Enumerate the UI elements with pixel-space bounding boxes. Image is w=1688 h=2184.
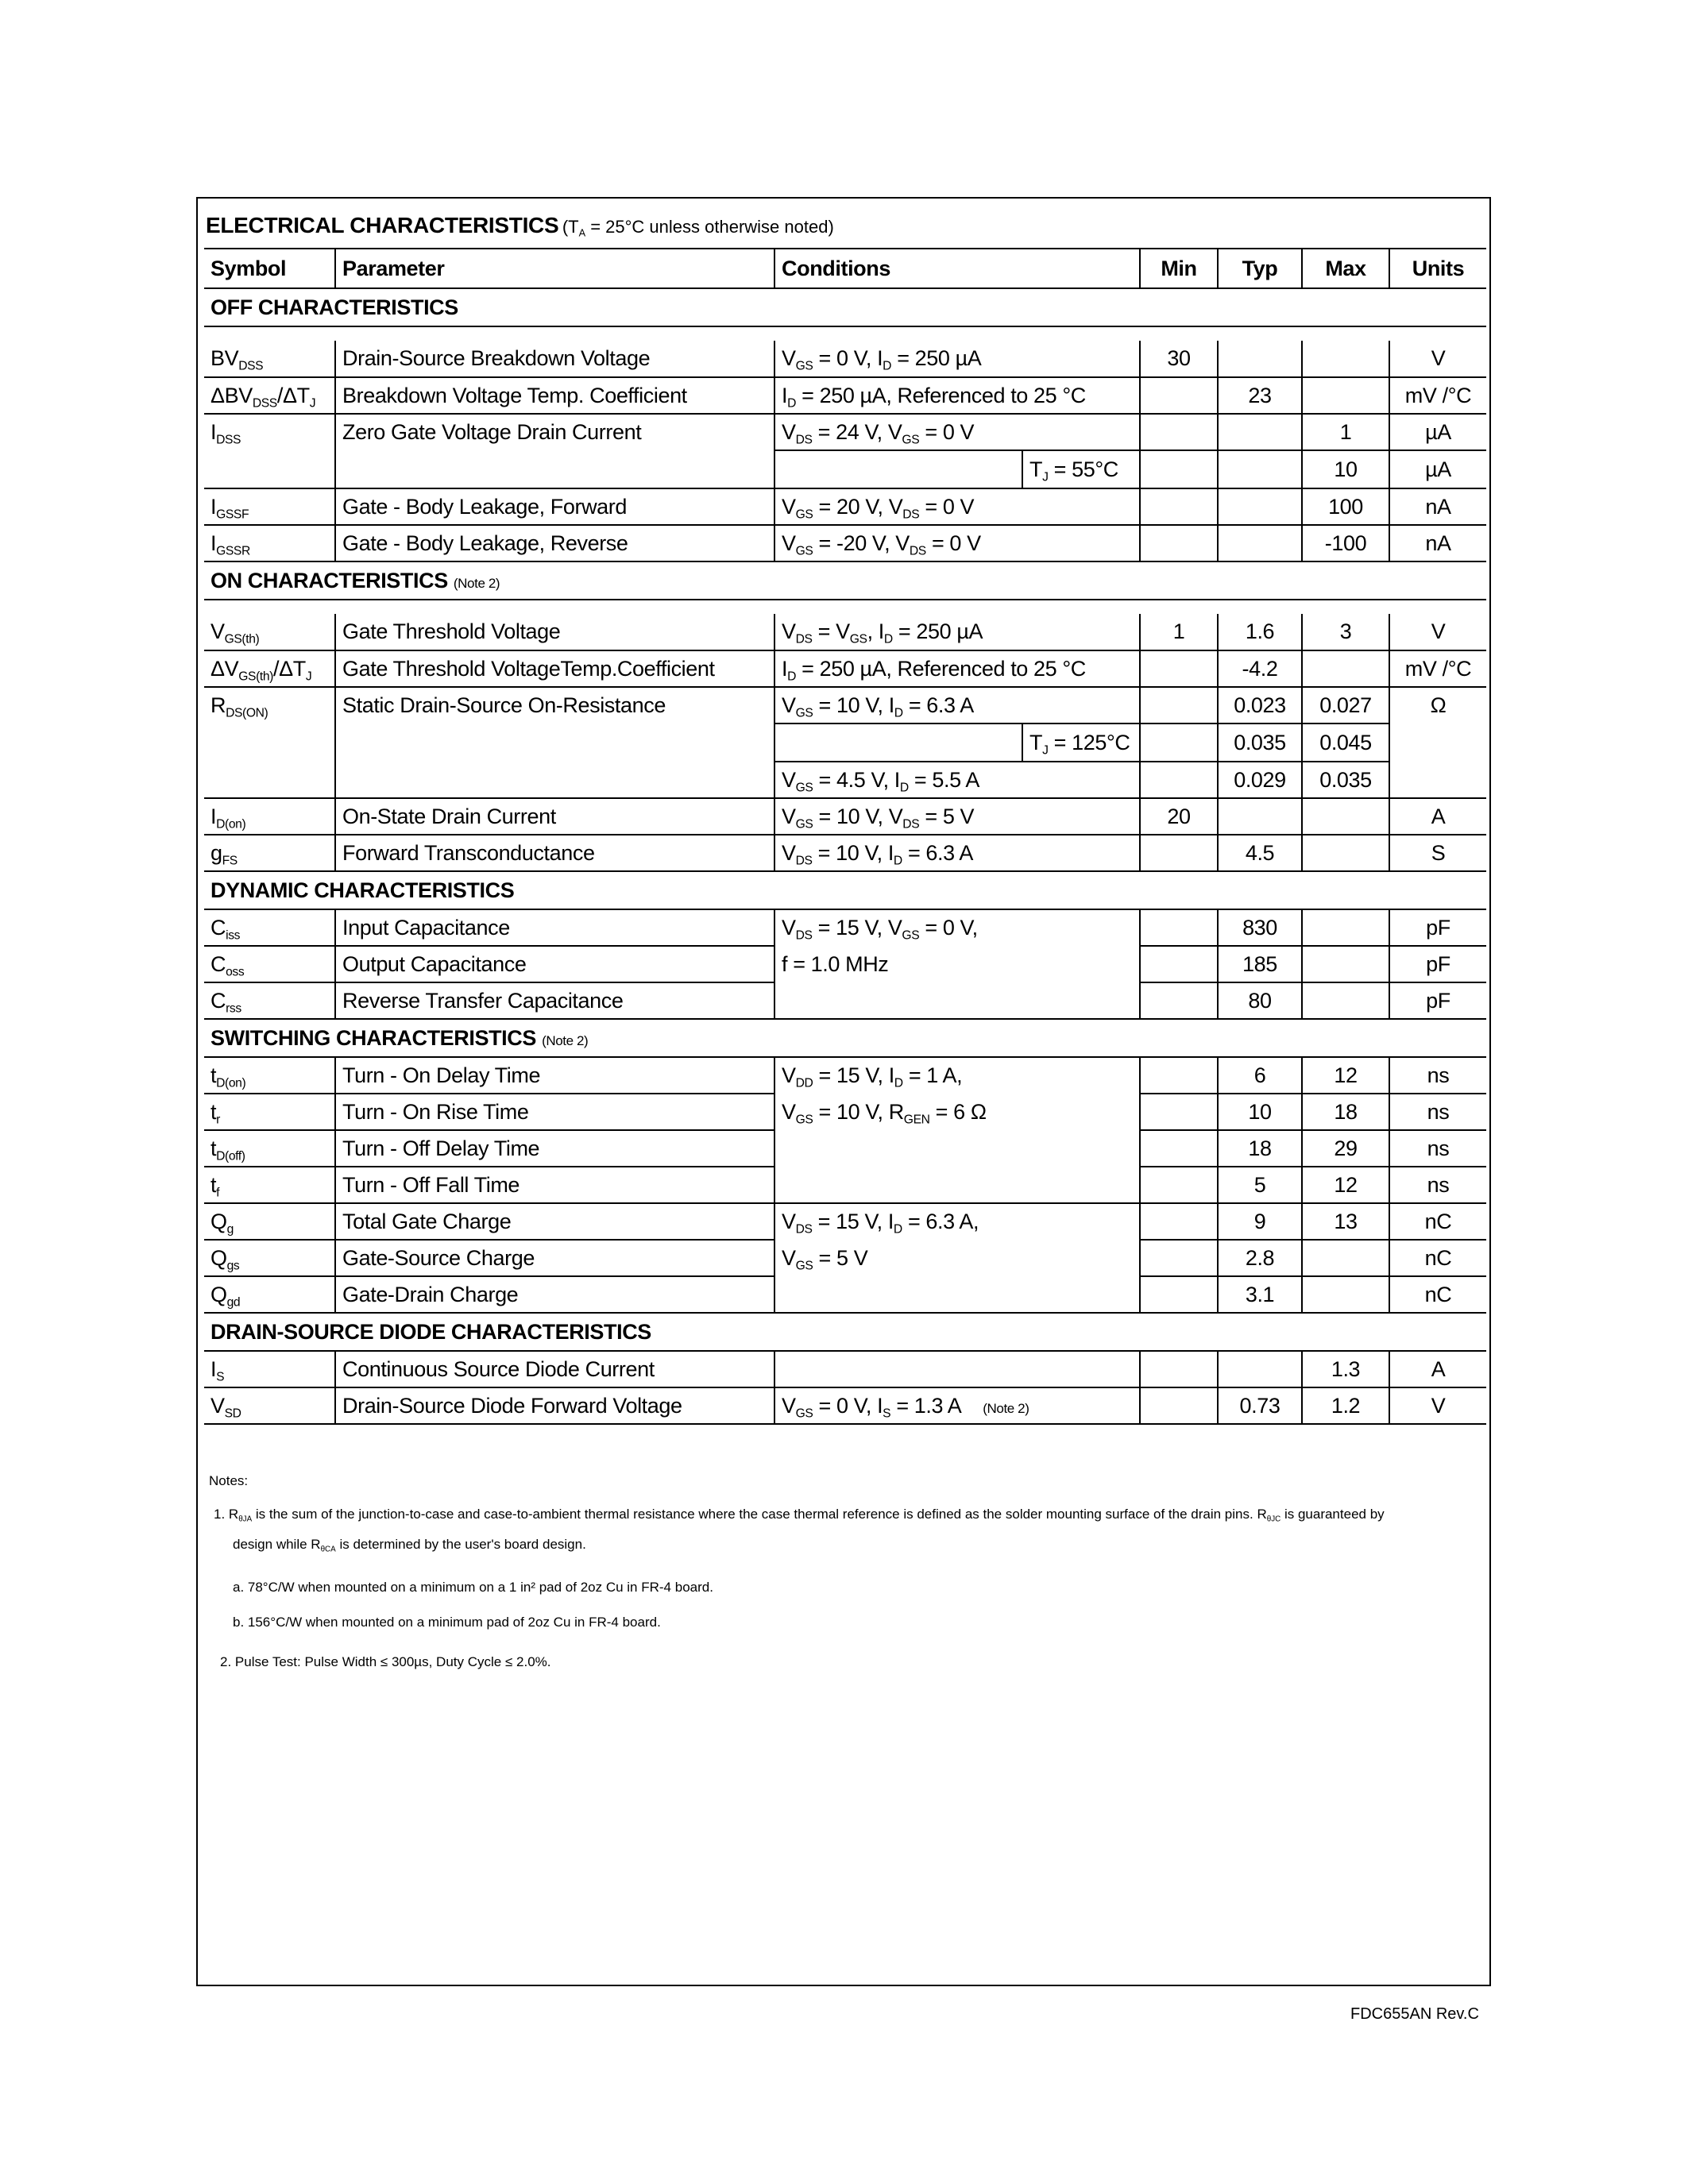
parameter: Gate Threshold VoltageTemp.Coefficient [335, 650, 774, 687]
units: Ω [1389, 687, 1486, 723]
conditions [774, 1130, 1140, 1167]
parameter: On-State Drain Current [335, 798, 774, 835]
table-row [204, 650, 1486, 687]
condition-temp: $T_J = 55^\circ C$ [1022, 451, 1118, 488]
conditions: $V_{DD} = 15$ V, $I_D = 1$ A, [774, 1057, 1140, 1094]
typ: 1.6 [1218, 614, 1302, 650]
typ [1218, 1351, 1302, 1387]
max [1302, 377, 1389, 414]
min: 30 [1140, 341, 1218, 377]
symbol: $R_{DS(ON)}$ [211, 693, 268, 720]
typ [1218, 525, 1302, 561]
typ: 80 [1218, 982, 1302, 1019]
table-row [204, 341, 1486, 377]
parameter: Breakdown Voltage Temp. Coefficient [335, 377, 774, 414]
units: ns [1389, 1167, 1486, 1203]
conditions: $V_{GS} = 20$ V, $V_{DS} = 0$ V [774, 488, 1140, 525]
max: 0.035 [1302, 762, 1389, 798]
typ: 2.8 [1218, 1240, 1302, 1276]
parameter [335, 762, 774, 798]
units: S [1389, 835, 1486, 871]
min [1140, 946, 1218, 982]
heading-condition: ($T_A = 25^\circ C$ unless otherwise noted) [562, 217, 834, 239]
min [1140, 687, 1218, 723]
note-1a: a. 78°C/W when mounted on a minimum on a 1 in² pad of 2oz Cu in FR-4 board. [233, 1580, 713, 1595]
max: 18 [1302, 1094, 1389, 1130]
max: 0.045 [1302, 723, 1389, 762]
table-row [204, 1240, 1486, 1276]
table-title [206, 203, 834, 248]
typ [1218, 488, 1302, 525]
col-conditions: Conditions [774, 249, 1140, 288]
col-symbol: Symbol [204, 249, 335, 288]
table-row [204, 1276, 1486, 1313]
typ: -4.2 [1218, 650, 1302, 687]
table-row [204, 377, 1486, 414]
max: 12 [1302, 1057, 1389, 1094]
parameter: Drain-Source Diode Forward Voltage [335, 1387, 774, 1424]
typ [1218, 414, 1302, 450]
conditions: $V_{DS} = V_{GS}$, $I_D = 250$ µA [774, 614, 1140, 650]
symbol: $V_{GS(th)}$ [204, 614, 335, 650]
section-row [204, 871, 1486, 909]
symbol: $Q_{gs}$ [204, 1240, 335, 1276]
max: 13 [1302, 1203, 1389, 1240]
table-row [204, 723, 1486, 762]
conditions [774, 982, 1140, 1019]
min [1140, 762, 1218, 798]
units: mV /°C [1389, 377, 1486, 414]
symbol: $Q_{gd}$ [204, 1276, 335, 1313]
note-1-line-1: 1. $R_{\theta JA}$ is the sum of the junction-to-case and case-to-ambient thermal resistance where the case thermal reference is defined as the solder mounting surface of the drain pins. $R_{\theta JC}$ is guaranteed by [214, 1507, 1385, 1524]
symbol: $I_{GSSR}$ [204, 525, 335, 561]
typ: 3.1 [1218, 1276, 1302, 1313]
table-row [204, 1130, 1486, 1167]
typ: 185 [1218, 946, 1302, 982]
max: 1 [1302, 414, 1389, 450]
units [1389, 723, 1486, 762]
conditions: $V_{GS} = 10$ V, $R_{GEN} = 6$ Ω [774, 1094, 1140, 1130]
units: nA [1389, 488, 1486, 525]
symbol: $C_{rss}$ [204, 982, 335, 1019]
col-min: Min [1140, 249, 1218, 288]
conditions: $V_{GS} = 0$ V, $I_S = 1.3$ A (Note 2) [774, 1387, 1140, 1424]
parameter: Continuous Source Diode Current [335, 1351, 774, 1387]
table-row [204, 525, 1486, 561]
min [1140, 650, 1218, 687]
min [1140, 723, 1218, 762]
min [1140, 982, 1218, 1019]
parameter: Zero Gate Voltage Drain Current [335, 414, 774, 450]
table-row [204, 614, 1486, 650]
typ: 830 [1218, 909, 1302, 946]
note-1-line-2: design while $R_{\theta CA}$ is determined by the user's board design. [233, 1537, 586, 1554]
symbol: $V_{SD}$ [204, 1387, 335, 1424]
conditions: $V_{GS} = 10$ V, $I_D = 6.3$ A [774, 687, 1140, 723]
section-title: DYNAMIC CHARACTERISTICS [204, 871, 1486, 909]
conditions: $V_{GS} = 4.5$ V, $I_D = 5.5$ A [774, 762, 1140, 798]
min [1140, 1276, 1218, 1313]
typ: 4.5 [1218, 835, 1302, 871]
table-row [204, 798, 1486, 835]
max [1302, 341, 1389, 377]
parameter: Gate - Body Leakage, Forward [335, 488, 774, 525]
typ: 6 [1218, 1057, 1302, 1094]
units [1389, 762, 1486, 798]
table-row [204, 835, 1486, 871]
symbol: $I_{GSSF}$ [204, 488, 335, 525]
min [1140, 1130, 1218, 1167]
units: mV /°C [1389, 650, 1486, 687]
units: µA [1389, 450, 1486, 488]
parameter: Gate-Source Charge [335, 1240, 774, 1276]
max [1302, 946, 1389, 982]
parameter: Turn - On Rise Time [335, 1094, 774, 1130]
section-title: SWITCHING CHARACTERISTICS [211, 1025, 536, 1050]
max [1302, 835, 1389, 871]
max: 3 [1302, 614, 1389, 650]
conditions: $I_D = 250$ µA, Referenced to 25 °C [774, 377, 1140, 414]
typ: 5 [1218, 1167, 1302, 1203]
parameter [335, 723, 774, 762]
symbol [204, 450, 335, 488]
table-row [204, 1351, 1486, 1387]
units: A [1389, 1351, 1486, 1387]
symbol: $Q_g$ [204, 1203, 335, 1240]
min: 1 [1140, 614, 1218, 650]
min [1140, 1203, 1218, 1240]
units: nC [1389, 1240, 1486, 1276]
min [1140, 1094, 1218, 1130]
max: 100 [1302, 488, 1389, 525]
parameter: Turn - Off Fall Time [335, 1167, 774, 1203]
min [1140, 1167, 1218, 1203]
conditions [774, 1276, 1140, 1313]
parameter: Gate - Body Leakage, Reverse [335, 525, 774, 561]
parameter: Gate Threshold Voltage [335, 614, 774, 650]
symbol: $BV_{DSS}$ [204, 341, 335, 377]
table-row [204, 1387, 1486, 1424]
table-row [204, 450, 1486, 488]
section-row [204, 561, 1486, 600]
max: 1.2 [1302, 1387, 1389, 1424]
min [1140, 909, 1218, 946]
condition-note: (Note 2) [983, 1400, 1029, 1416]
section-title: DRAIN-SOURCE DIODE CHARACTERISTICS [204, 1313, 1486, 1351]
conditions: $V_{GS} = -20$ V, $V_{DS} = 0$ V [774, 525, 1140, 561]
min [1140, 1240, 1218, 1276]
parameter: Forward Transconductance [335, 835, 774, 871]
column-header-row [204, 249, 1486, 288]
note-2: 2. Pulse Test: Pulse Width ≤ 300µs, Duty Cycle ≤ 2.0%. [220, 1654, 551, 1669]
symbol: $\Delta BV_{DSS}/\Delta T_J$ [204, 377, 335, 414]
symbol [204, 723, 335, 762]
min [1140, 414, 1218, 450]
conditions: $V_{DS} = 10$ V, $I_D = 6.3$ A [774, 835, 1140, 871]
table-row [204, 687, 1486, 723]
units: nC [1389, 1276, 1486, 1313]
min [1140, 1351, 1218, 1387]
parameter: Output Capacitance [335, 946, 774, 982]
electrical-characteristics-table [204, 248, 1486, 1425]
max [1302, 982, 1389, 1019]
section-title: OFF CHARACTERISTICS [204, 288, 1486, 326]
units: ns [1389, 1057, 1486, 1094]
conditions [774, 1351, 1140, 1387]
conditions: $V_{DS} = 24$ V, $V_{GS} = 0$ V [774, 414, 1140, 450]
units: V [1389, 341, 1486, 377]
section-title: ON CHARACTERISTICS [211, 568, 448, 592]
min [1140, 488, 1218, 525]
min [1140, 525, 1218, 561]
col-parameter: Parameter [335, 249, 774, 288]
table-row [204, 1167, 1486, 1203]
table-row [204, 982, 1486, 1019]
units: A [1389, 798, 1486, 835]
symbol: $t_r$ [204, 1094, 335, 1130]
condition-temp: $T_J = 125^\circ C$ [1022, 724, 1130, 761]
conditions: $V_{DS} = 15$ V, $I_D = 6.3$ A, [774, 1203, 1140, 1240]
max: 12 [1302, 1167, 1389, 1203]
symbol: $g_{FS}$ [204, 835, 335, 871]
table-row [204, 762, 1486, 798]
parameter: Turn - On Delay Time [335, 1057, 774, 1094]
symbol: $t_{D(off)}$ [204, 1130, 335, 1167]
table-row [204, 1057, 1486, 1094]
conditions: $I_D = 250$ µA, Referenced to 25 °C [774, 650, 1140, 687]
conditions: $V_{GS} = 0$ V, $I_D = 250$ µA [774, 341, 1140, 377]
table-row [204, 488, 1486, 525]
symbol [204, 762, 335, 798]
symbol: $C_{iss}$ [204, 909, 335, 946]
typ: 9 [1218, 1203, 1302, 1240]
section-row [204, 1313, 1486, 1351]
units: V [1389, 1387, 1486, 1424]
section-note: (Note 2) [453, 575, 500, 591]
table-row [204, 909, 1486, 946]
symbol: $C_{oss}$ [204, 946, 335, 982]
typ [1218, 798, 1302, 835]
typ: 10 [1218, 1094, 1302, 1130]
section-row [204, 288, 1486, 326]
max: 10 [1302, 450, 1389, 488]
col-typ: Typ [1218, 249, 1302, 288]
max [1302, 1240, 1389, 1276]
conditions [774, 1167, 1140, 1203]
max [1302, 798, 1389, 835]
table-row [204, 1203, 1486, 1240]
symbol: $I_S$ [204, 1351, 335, 1387]
units: pF [1389, 909, 1486, 946]
min [1140, 450, 1218, 488]
conditions: $V_{GS} = 10$ V, $V_{DS} = 5$ V [774, 798, 1140, 835]
typ: 0.035 [1218, 723, 1302, 762]
typ: 0.73 [1218, 1387, 1302, 1424]
conditions: $V_{DS} = 15$ V, $V_{GS} = 0$ V, [774, 909, 1140, 946]
typ: 0.029 [1218, 762, 1302, 798]
units: V [1389, 614, 1486, 650]
min [1140, 1387, 1218, 1424]
units: pF [1389, 946, 1486, 982]
parameter: Turn - Off Delay Time [335, 1130, 774, 1167]
units: nC [1389, 1203, 1486, 1240]
symbol: $\Delta V_{GS(th)}/\Delta T_J$ [204, 650, 335, 687]
symbol: $t_f$ [204, 1167, 335, 1203]
min [1140, 835, 1218, 871]
col-units: Units [1389, 249, 1486, 288]
parameter [335, 450, 774, 488]
typ: 0.023 [1218, 687, 1302, 723]
section-note: (Note 2) [542, 1032, 589, 1048]
parameter: Reverse Transfer Capacitance [335, 982, 774, 1019]
typ: 18 [1218, 1130, 1302, 1167]
parameter: Total Gate Charge [335, 1203, 774, 1240]
conditions: $V_{GS} = 5$ V [774, 1240, 1140, 1276]
notes-heading: Notes: [209, 1473, 249, 1488]
units: µA [1389, 414, 1486, 450]
symbol: $I_{D(on)}$ [204, 798, 335, 835]
parameter: Input Capacitance [335, 909, 774, 946]
symbol: $I_{DSS}$ [211, 420, 241, 447]
units: ns [1389, 1130, 1486, 1167]
units: nA [1389, 525, 1486, 561]
typ [1218, 450, 1302, 488]
conditions [774, 723, 1140, 762]
section-heading: ELECTRICAL CHARACTERISTICS [206, 213, 559, 237]
parameter: Gate-Drain Charge [335, 1276, 774, 1313]
typ: 23 [1218, 377, 1302, 414]
table-row [204, 1094, 1486, 1130]
section-row [204, 1019, 1486, 1057]
parameter: Static Drain-Source On-Resistance [335, 687, 774, 723]
max: 29 [1302, 1130, 1389, 1167]
document-revision: FDC655AN Rev.C [1350, 2005, 1479, 2023]
table-row [204, 414, 1486, 450]
col-max: Max [1302, 249, 1389, 288]
max [1302, 650, 1389, 687]
min: 20 [1140, 798, 1218, 835]
units: pF [1389, 982, 1486, 1019]
note-1b: b. 156°C/W when mounted on a minimum pad of 2oz Cu in FR-4 board. [233, 1615, 661, 1630]
max: 1.3 [1302, 1351, 1389, 1387]
units: ns [1389, 1094, 1486, 1130]
max [1302, 1276, 1389, 1313]
min [1140, 377, 1218, 414]
max: 0.027 [1302, 687, 1389, 723]
symbol: $t_{D(on)}$ [204, 1057, 335, 1094]
typ [1218, 341, 1302, 377]
conditions: f = 1.0 MHz [774, 946, 1140, 982]
conditions [774, 450, 1140, 488]
min [1140, 1057, 1218, 1094]
table-row [204, 946, 1486, 982]
max [1302, 909, 1389, 946]
max: -100 [1302, 525, 1389, 561]
parameter: Drain-Source Breakdown Voltage [335, 341, 774, 377]
